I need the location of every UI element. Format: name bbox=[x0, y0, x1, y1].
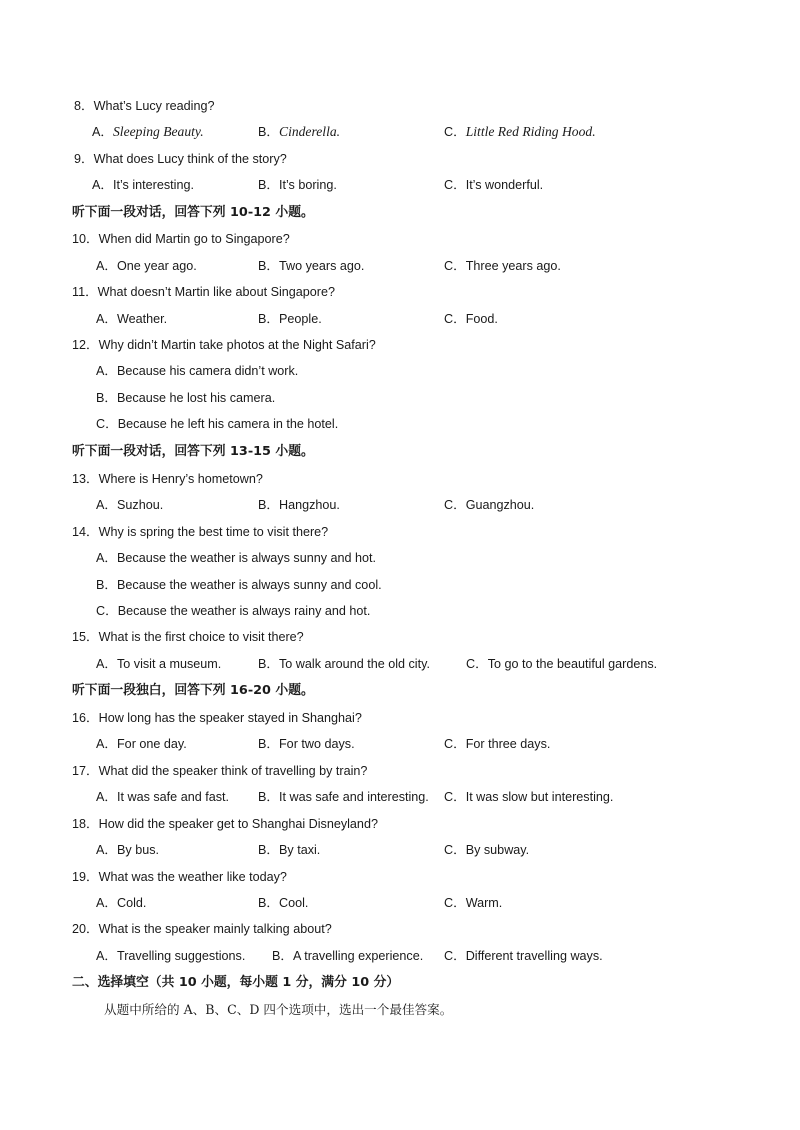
q17-option-c: C．It was slow but interesting. bbox=[444, 790, 614, 804]
q18-option-b: B．By taxi. bbox=[258, 843, 321, 857]
q11-option-b: B．People. bbox=[258, 312, 322, 326]
q17-option-b: B．It was safe and interesting. bbox=[258, 790, 429, 804]
question-20: 20．What is the speaker mainly talking about? bbox=[72, 922, 332, 936]
q10-option-b: B．Two years ago. bbox=[258, 259, 365, 273]
q9-option-c: C．It’s wonderful. bbox=[444, 178, 544, 192]
question-16: 16．How long has the speaker stayed in Shanghai? bbox=[72, 711, 362, 725]
question-8: 8．What’s Lucy reading? bbox=[74, 99, 215, 113]
question-15: 15．What is the first choice to visit there? bbox=[72, 630, 304, 644]
q13-option-c: C．Guangzhou. bbox=[444, 498, 535, 512]
q9-option-a: A．It’s interesting. bbox=[92, 178, 194, 192]
q12-option-c: C．Because he left his camera in the hotel. bbox=[96, 417, 339, 431]
question-19: 19．What was the weather like today? bbox=[72, 870, 287, 884]
section-heading-10-12: 听下面一段对话，回答下列 10-12 小题。 bbox=[72, 205, 314, 220]
q12-option-a: A．Because his camera didn’t work. bbox=[96, 364, 299, 378]
question-18: 18．How did the speaker get to Shanghai Disneyland? bbox=[72, 817, 378, 831]
q19-option-b: B．Cool. bbox=[258, 896, 309, 910]
question-17: 17．What did the speaker think of travelling by train? bbox=[72, 764, 368, 778]
section-2-heading: 二、选择填空（共 10 小题，每小题 1 分，满分 10 分） bbox=[72, 975, 400, 990]
section-heading-13-15: 听下面一段对话，回答下列 13-15 小题。 bbox=[72, 444, 314, 459]
question-14: 14．Why is spring the best time to visit there? bbox=[72, 525, 329, 539]
q13-option-b: B．Hangzhou. bbox=[258, 498, 340, 512]
q19-option-a: A．Cold. bbox=[96, 896, 147, 910]
section-2-instruction: 从题中所给的 A、B、C、D 四个选项中，选出一个最佳答案。 bbox=[104, 1002, 453, 1017]
q20-option-b: B．A travelling experience. bbox=[272, 949, 424, 963]
q18-option-a: A．By bus. bbox=[96, 843, 159, 857]
q11-option-a: A．Weather. bbox=[96, 312, 168, 326]
q17-option-a: A．It was safe and fast. bbox=[96, 790, 229, 804]
q14-option-c: C．Because the weather is always rainy and hot. bbox=[96, 604, 371, 618]
q15-option-a: A．To visit a museum. bbox=[96, 657, 222, 671]
q14-option-b: B．Because the weather is always sunny and cool. bbox=[96, 578, 382, 592]
question-13: 13．Where is Henry’s hometown? bbox=[72, 472, 263, 486]
q19-option-c: C．Warm. bbox=[444, 896, 503, 910]
question-11: 11．What doesn’t Martin like about Singapore? bbox=[72, 285, 335, 299]
q16-option-a: A．For one day. bbox=[96, 737, 187, 751]
q20-option-a: A．Travelling suggestions. bbox=[96, 949, 246, 963]
question-10: 10．When did Martin go to Singapore? bbox=[72, 232, 290, 246]
q10-option-a: A．One year ago. bbox=[96, 259, 197, 273]
q15-option-b: B．To walk around the old city. bbox=[258, 657, 430, 671]
q14-option-a: A．Because the weather is always sunny and hot. bbox=[96, 551, 377, 565]
q18-option-c: C．By subway. bbox=[444, 843, 530, 857]
q8-option-b: B．Cinderella. bbox=[258, 124, 341, 139]
q15-option-c: C．To go to the beautiful gardens. bbox=[466, 657, 658, 671]
q16-option-b: B．For two days. bbox=[258, 737, 355, 751]
q11-option-c: C．Food. bbox=[444, 312, 498, 326]
q8-option-a: A．Sleeping Beauty. bbox=[92, 124, 204, 139]
q9-option-b: B．It’s boring. bbox=[258, 178, 337, 192]
question-9: 9．What does Lucy think of the story? bbox=[74, 152, 287, 166]
question-12: 12．Why didn’t Martin take photos at the Night Safari? bbox=[72, 338, 376, 352]
q8-option-c: C．Little Red Riding Hood. bbox=[444, 124, 596, 139]
q10-option-c: C．Three years ago. bbox=[444, 259, 561, 273]
q20-option-c: C．Different travelling ways. bbox=[444, 949, 603, 963]
q16-option-c: C．For three days. bbox=[444, 737, 551, 751]
section-heading-16-20: 听下面一段独白，回答下列 16-20 小题。 bbox=[72, 683, 314, 698]
q13-option-a: A．Suzhou. bbox=[96, 498, 164, 512]
q12-option-b: B．Because he lost his camera. bbox=[96, 391, 276, 405]
